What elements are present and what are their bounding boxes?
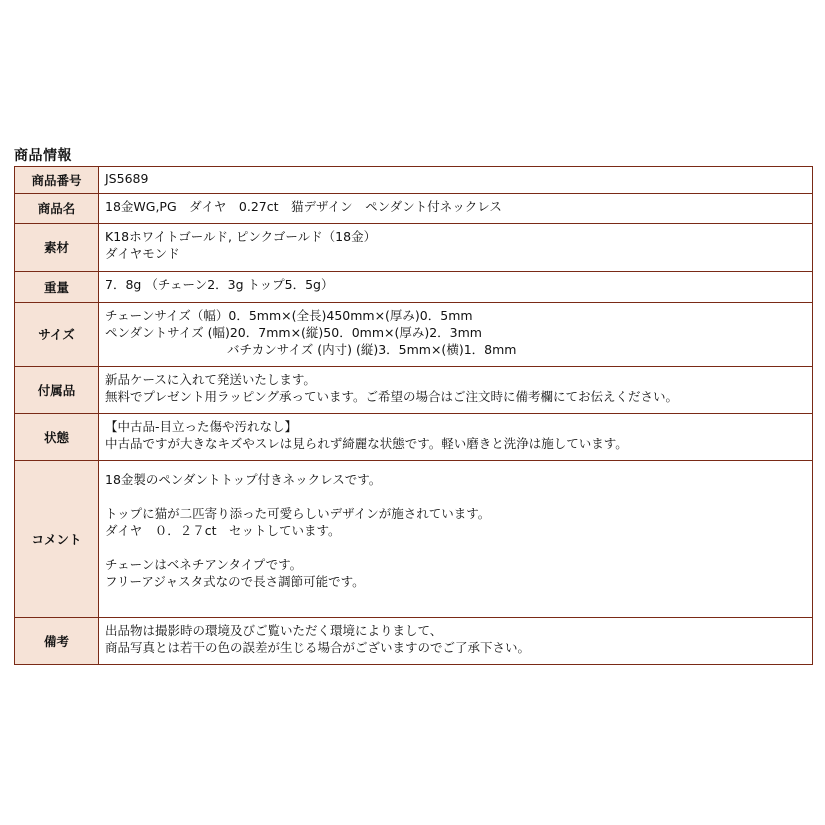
size-line-chain: チェーンサイズ（幅）0．5mm×(全長)450mm×(厚み)0．5mm bbox=[105, 308, 473, 323]
comment-line: トップに猫が二匹寄り添った可愛らしいデザインが施されています。 bbox=[105, 506, 491, 521]
condition-line: 中古品ですが大きなキズやスレは見られず綺麗な状態です。軽い磨きと洗浄は施しています。 bbox=[105, 436, 628, 451]
comment-line: ダイヤ ０．２７ct セットしています。 bbox=[105, 523, 341, 538]
note-line: 出品物は撮影時の環境及びご覧いただく環境によりまして、 bbox=[105, 623, 443, 638]
label-comment: コメント bbox=[15, 461, 99, 618]
value-product-name bbox=[99, 194, 813, 224]
label-material: 素材 bbox=[15, 224, 99, 272]
label-product-number: 商品番号 bbox=[15, 167, 99, 194]
value-note bbox=[99, 618, 813, 665]
value-product-number bbox=[99, 167, 813, 194]
value-size bbox=[99, 303, 813, 367]
label-product-name: 商品名 bbox=[15, 194, 99, 224]
row-condition bbox=[15, 414, 813, 461]
label-weight: 重量 bbox=[15, 272, 99, 303]
comment-line: チェーンはベネチアンタイプです。 bbox=[105, 557, 303, 572]
row-product-number bbox=[15, 167, 813, 194]
row-material bbox=[15, 224, 813, 272]
condition-line: 【中古品-目立った傷や汚れなし】 bbox=[105, 419, 298, 434]
product-name-text: 18金WG,PG ダイヤ 0.27ct 猫デザイン ペンダント付ネックレス bbox=[105, 199, 502, 214]
section-title: 商品情報 bbox=[14, 148, 72, 164]
value-comment bbox=[99, 461, 813, 618]
label-accessories: 付属品 bbox=[15, 367, 99, 414]
size-line-bail: バチカンサイズ (内寸) (縦)3．5mm×(横)1．8mm bbox=[227, 342, 517, 357]
comment-spacer bbox=[105, 488, 806, 505]
product-number-text: JS5689 bbox=[105, 171, 149, 186]
row-weight bbox=[15, 272, 813, 303]
value-condition bbox=[99, 414, 813, 461]
label-size: サイズ bbox=[15, 303, 99, 367]
row-note bbox=[15, 618, 813, 665]
value-accessories bbox=[99, 367, 813, 414]
material-line: K18ホワイトゴールド, ピンクゴールド（18金） bbox=[105, 229, 377, 244]
value-material bbox=[99, 224, 813, 272]
value-weight bbox=[99, 272, 813, 303]
row-product-name bbox=[15, 194, 813, 224]
note-line: 商品写真とは若干の色の誤差が生じる場合がございますのでご了承下さい。 bbox=[105, 640, 531, 655]
size-line-pendant: ペンダントサイズ (幅)20．7mm×(縦)50．0mm×(厚み)2．3mm bbox=[105, 325, 482, 340]
row-size bbox=[15, 303, 813, 367]
comment-spacer bbox=[105, 539, 806, 556]
label-note: 備考 bbox=[15, 618, 99, 665]
weight-text: 7．8g （チェーン2．3g トップ5．5g） bbox=[105, 277, 334, 292]
row-accessories bbox=[15, 367, 813, 414]
comment-line: フリーアジャスタ式なので長さ調節可能です。 bbox=[105, 574, 365, 589]
comment-line: 18金製のペンダントトップ付きネックレスです。 bbox=[105, 472, 382, 487]
label-condition: 状態 bbox=[15, 414, 99, 461]
product-info-table bbox=[14, 166, 813, 665]
accessories-line: 無料でプレゼント用ラッピング承っています。ご希望の場合はご注文時に備考欄にてお伝えください。 bbox=[105, 389, 679, 404]
accessories-line: 新品ケースに入れて発送いたします。 bbox=[105, 372, 316, 387]
row-comment bbox=[15, 461, 813, 618]
material-line: ダイヤモンド bbox=[105, 246, 180, 261]
